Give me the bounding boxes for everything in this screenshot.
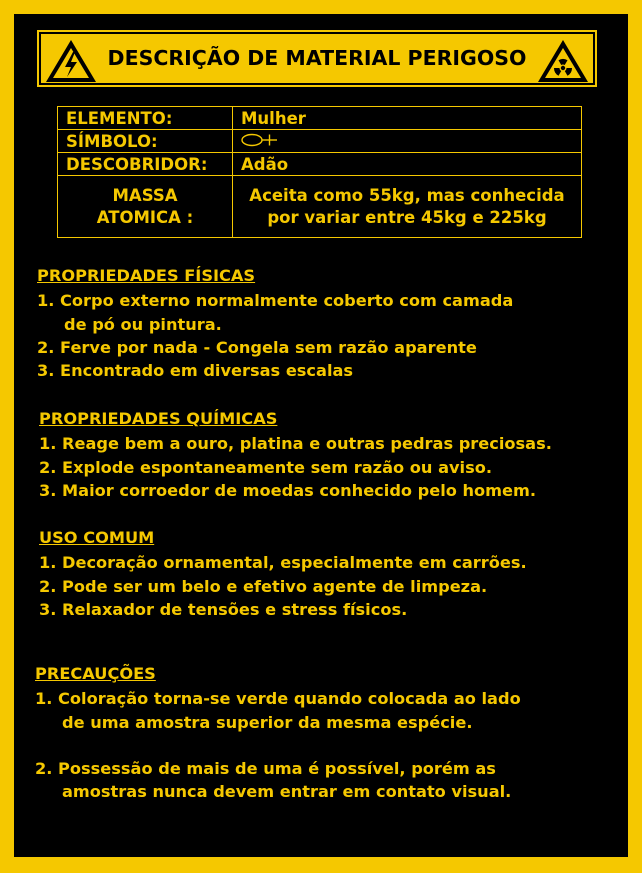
list-item: 3. Encontrado em diversas escalas bbox=[37, 361, 354, 381]
section-heading: PROPRIEDADES QUÍMICAS bbox=[39, 409, 278, 428]
atomic-mass-value bbox=[233, 176, 582, 238]
list-item: 1. Coloração torna-se verde quando colocada ao lado bbox=[35, 689, 521, 709]
page-title: DESCRIÇÃO DE MATERIAL PERIGOSO bbox=[107, 46, 527, 70]
atomic-mass-label bbox=[58, 176, 233, 238]
list-item: 2. Ferve por nada - Congela sem razão aparente bbox=[37, 337, 477, 357]
list-item: 1. Corpo externo normalmente coberto com camada bbox=[37, 291, 514, 311]
discoverer-value: Adão bbox=[233, 153, 582, 176]
common-use-section bbox=[39, 526, 527, 621]
radiation-warning-icon bbox=[535, 37, 591, 85]
atomic-mass-label-line: MASSA bbox=[112, 185, 178, 205]
element-info-table bbox=[57, 106, 582, 238]
hazard-sign bbox=[14, 14, 628, 857]
list-item: 2. Explode espontaneamente sem razão ou aviso. bbox=[39, 457, 492, 477]
atomic-mass-value-line: Aceita como 55kg, mas conhecida bbox=[249, 185, 565, 205]
list-item: de pó ou pintura. bbox=[64, 314, 222, 334]
section-heading: PROPRIEDADES FÍSICAS bbox=[37, 266, 256, 285]
symbol-label: SÍMBOLO: bbox=[58, 130, 233, 153]
list-item: amostras nunca devem entrar em contato visual. bbox=[62, 782, 512, 802]
list-item: 1. Reage bem a ouro, platina e outras pedras preciosas. bbox=[39, 434, 552, 454]
section-heading: PRECAUÇÕES bbox=[35, 664, 156, 683]
discoverer-label: DESCOBRIDOR: bbox=[58, 153, 233, 176]
element-label: ELEMENTO: bbox=[58, 107, 233, 130]
precautions-section bbox=[35, 662, 521, 803]
header-banner bbox=[34, 27, 600, 90]
high-voltage-warning-icon bbox=[43, 37, 99, 85]
section-heading: USO COMUM bbox=[39, 528, 155, 547]
list-item: 3. Relaxador de tensões e stress físicos. bbox=[39, 599, 408, 619]
atomic-mass-label-line: ATOMICA : bbox=[96, 207, 194, 227]
female-symbol-icon bbox=[241, 133, 281, 147]
atomic-mass-value-line: por variar entre 45kg e 225kg bbox=[267, 207, 547, 227]
list-item: 3. Maior corroedor de moedas conhecido pelo homem. bbox=[39, 480, 537, 500]
list-item: 2. Pode ser um belo e efetivo agente de limpeza. bbox=[39, 576, 488, 596]
list-item: 1. Decoração ornamental, especialmente em carrões. bbox=[39, 553, 527, 573]
list-item: 2. Possessão de mais de uma é possível, porém as bbox=[35, 758, 496, 778]
chemical-properties-section bbox=[39, 407, 552, 502]
element-value: Mulher bbox=[233, 107, 582, 130]
physical-properties-section bbox=[37, 264, 513, 382]
list-item: de uma amostra superior da mesma espécie. bbox=[62, 712, 473, 732]
